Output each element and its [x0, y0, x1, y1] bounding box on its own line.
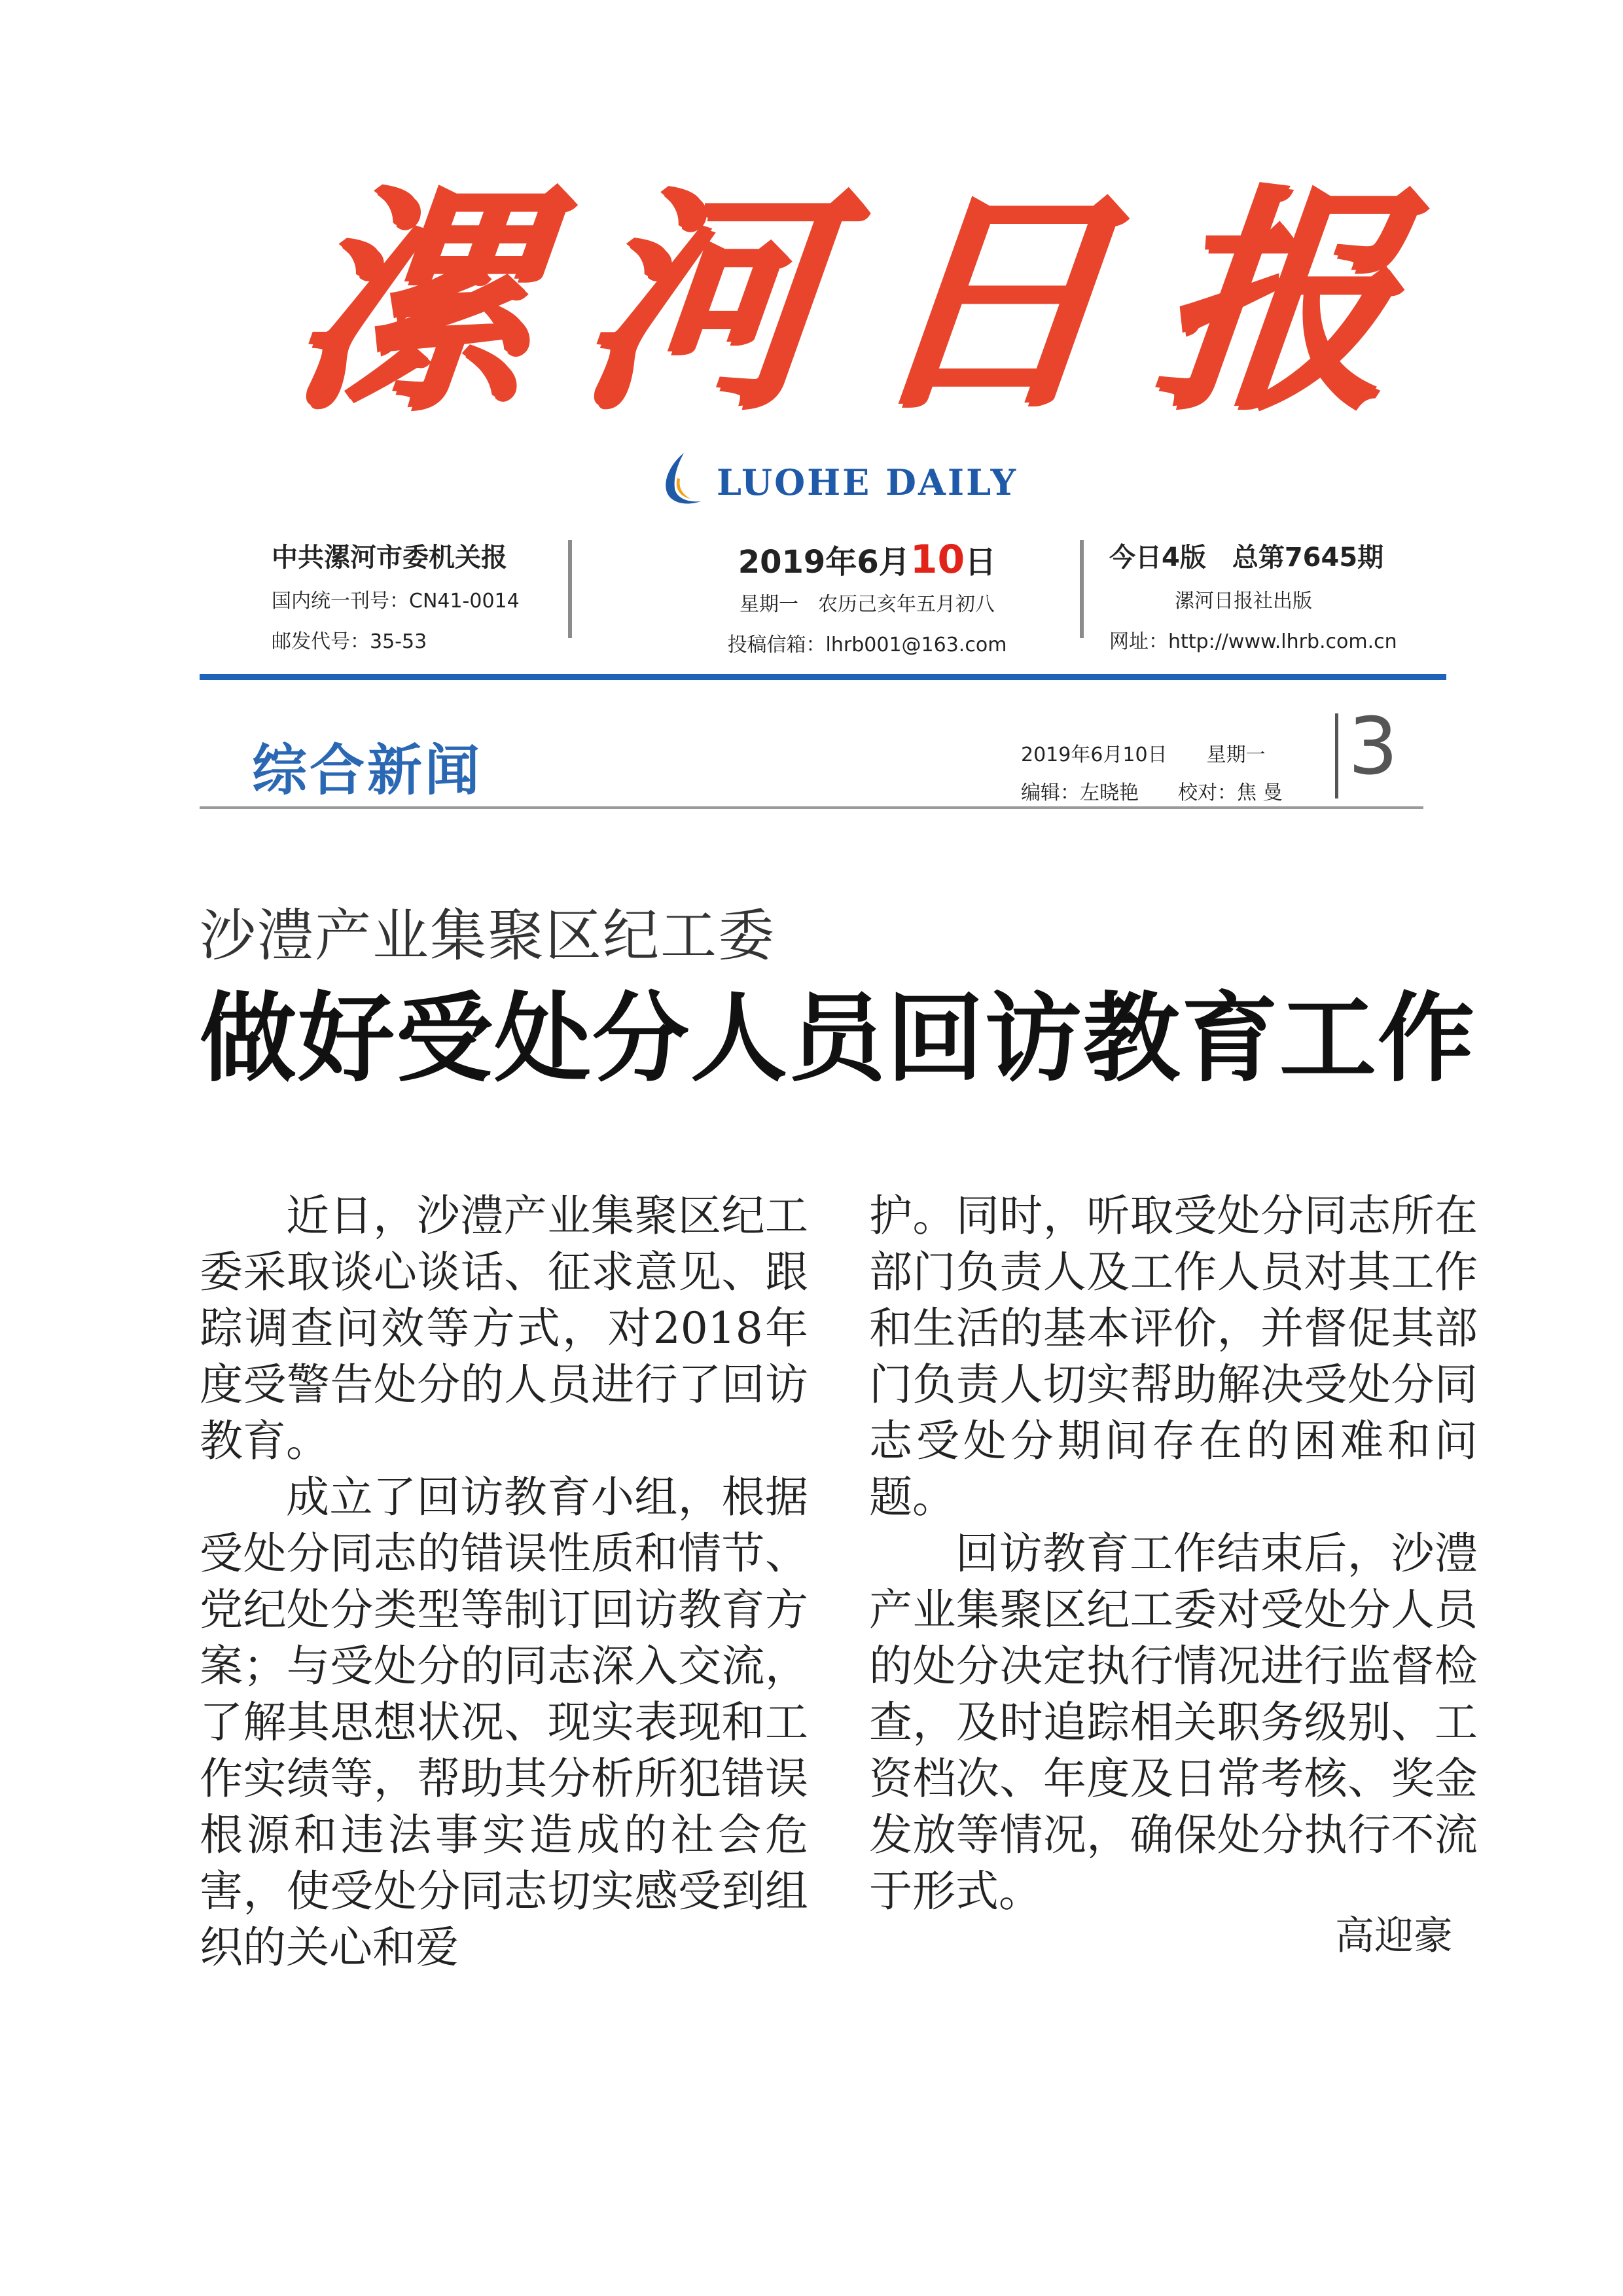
article-author: 高迎豪	[1335, 1913, 1453, 1959]
swoosh-logo-icon	[658, 452, 704, 507]
submission-email: 投稿信箱：lhrb001@163.com	[727, 634, 1007, 656]
masthead-char-4: 报	[1143, 162, 1409, 439]
masthead-title	[279, 128, 1409, 475]
article-paragraph-3: 回访教育工作结束后，沙澧产业集聚区纪工委对受处分人员的处分决定执行情况进行监督检查，及时追踪相关职务级别、工资档次、年度及日常考核、奖金发放等情况，确保处分执行不流于形式。	[869, 1528, 1478, 1916]
page-number-divider	[1335, 713, 1338, 798]
section-rule	[200, 806, 1423, 809]
masthead-char-3: 日	[855, 162, 1121, 439]
info-divider-right	[1080, 540, 1084, 638]
article-column-left	[200, 1188, 808, 1976]
edition-count: 今日4版 总第7645期	[1109, 543, 1384, 573]
section-editor: 编辑：左晓艳	[1021, 781, 1139, 804]
section-meta	[1021, 738, 1283, 814]
article-headline: 做好受处分人员回访教育工作	[200, 981, 1476, 1095]
issn-number: 国内统一刊号：CN41-0014	[272, 590, 520, 613]
page-number: 3	[1348, 702, 1399, 793]
article-paragraph-2: 成立了回访教育小组，根据受处分同志的错误性质和情节、党纪处分类型等制订回访教育方案；与受处分的同志深入交流，了解其思想状况、现实表现和工作实绩等，帮助其分析所犯错误根源和违法事实造成的社会危害，使受处分同志切实感受到组织的关心和爱	[200, 1472, 808, 1973]
masthead-char-2: 河	[567, 162, 833, 439]
publisher-info	[272, 537, 520, 654]
issue-date-day: 10	[910, 537, 965, 583]
section-date: 2019年6月10日	[1021, 744, 1168, 766]
issue-date-info	[654, 537, 1080, 657]
article-subtitle: 沙澧产业集聚区纪工委	[200, 903, 776, 969]
article-paragraph-2-continued: 护。同时，听取受处分同志所在部门负责人及工作人员对其工作和生活的基本评价，并督促其部门负责人切实帮助解决受处分同志受处分期间存在的困难和问题。	[869, 1191, 1478, 1522]
edition-info	[1109, 537, 1397, 654]
issue-date-suffix: 日	[965, 544, 997, 581]
article-column-right	[869, 1188, 1478, 1920]
website-url: 网址：http://www.lhrb.com.cn	[1109, 630, 1397, 653]
lunar-date: 星期一 农历己亥年五月初八	[740, 593, 995, 616]
publisher-name: 中共漯河市委机关报	[272, 543, 507, 573]
header-rule	[200, 674, 1446, 680]
info-divider-left	[568, 540, 572, 638]
issue-date	[654, 537, 1080, 583]
section-proofreader: 校对：焦 曼	[1178, 781, 1283, 804]
issue-date-prefix: 2019年6月	[738, 544, 910, 581]
masthead-char-1: 漯	[279, 162, 545, 439]
masthead-english-title: LUOHE DAILY	[717, 461, 1018, 503]
masthead	[279, 128, 1409, 481]
section-title: 综合新闻	[252, 738, 483, 802]
postal-code: 邮发代号：35-53	[272, 630, 427, 653]
article-paragraph-1: 近日，沙澧产业集聚区纪工委采取谈心谈话、征求意见、跟踪调查问效等方式，对2018年度受警告处分的人员进行了回访教育。	[200, 1191, 808, 1466]
publisher-org: 漯河日报社出版	[1175, 590, 1312, 613]
section-weekday: 星期一	[1206, 744, 1266, 766]
